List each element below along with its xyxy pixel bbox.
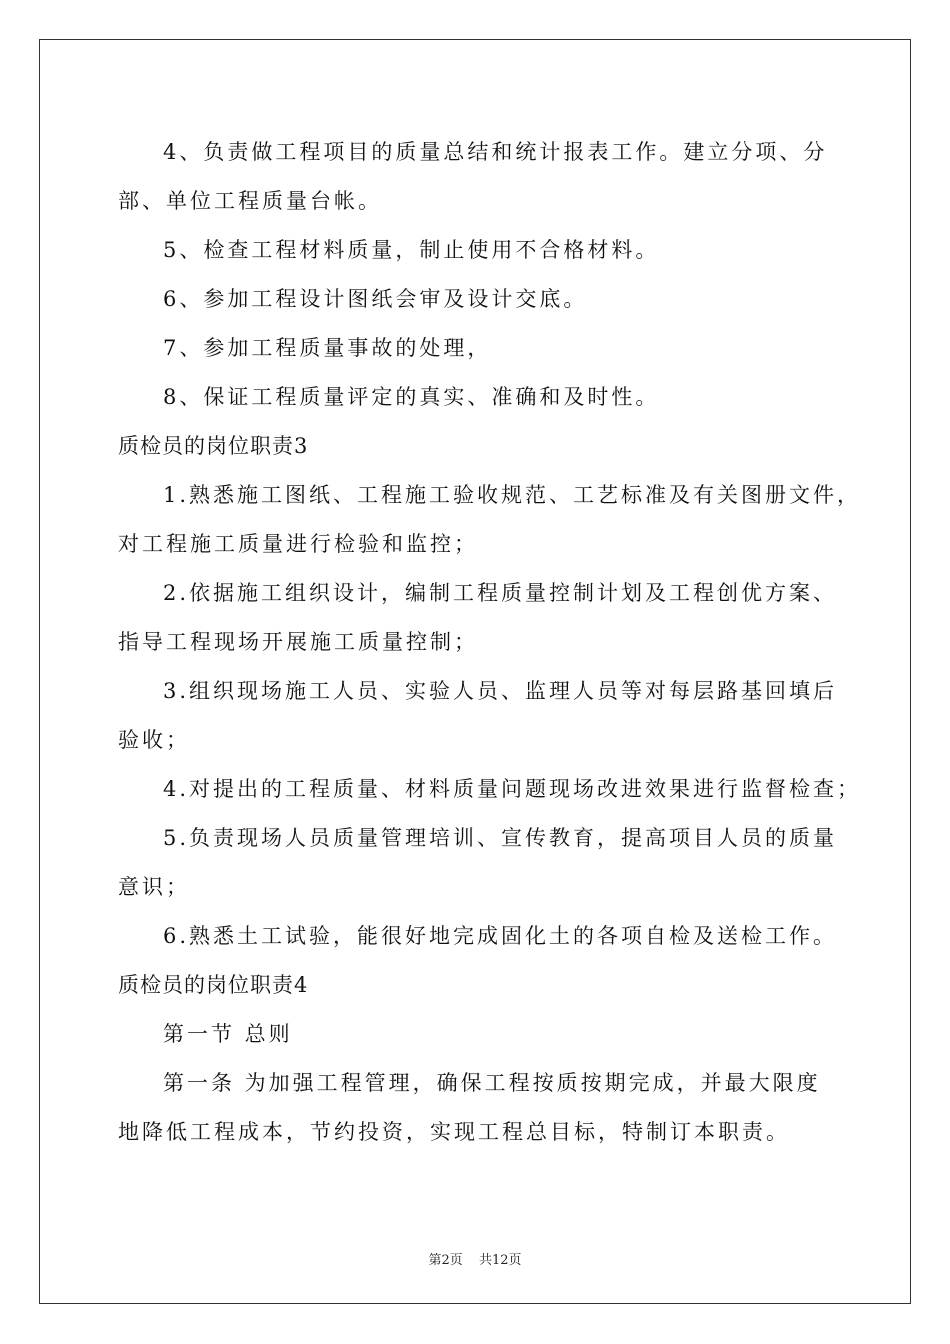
text-line: 第一条 为加强工程管理，确保工程按质按期完成，并最大限度 xyxy=(163,1071,821,1095)
text-line: 4.对提出的工程质量、材料质量问题现场改进效果进行监督检查； xyxy=(163,777,862,801)
text-line: 部、单位工程质量台帐。 xyxy=(118,189,382,213)
page-total: 共12页 xyxy=(478,1253,522,1268)
text-line: 第一节 总则 xyxy=(163,1022,293,1046)
text-line: 指导工程现场开展施工质量控制； xyxy=(118,630,478,654)
text-line: 2.依据施工组织设计，编制工程质量控制计划及工程创优方案、 xyxy=(163,581,838,605)
text-line: 1.熟悉施工图纸、工程施工验收规范、工艺标准及有关图册文件， xyxy=(163,483,862,507)
text-line: 验收； xyxy=(118,728,190,752)
page-footer xyxy=(0,1249,950,1268)
text-line: 5.负责现场人员质量管理培训、宣传教育，提高项目人员的质量 xyxy=(163,826,838,850)
text-line: 6、参加工程设计图纸会审及设计交底。 xyxy=(163,287,588,311)
section-heading: 质检员的岗位职责3 xyxy=(118,434,309,458)
text-line: 地降低工程成本，节约投资，实现工程总目标，特制订本职责。 xyxy=(118,1120,790,1144)
text-line: 3.组织现场施工人员、实验人员、监理人员等对每层路基回填后 xyxy=(163,679,838,703)
text-line: 8、保证工程质量评定的真实、准确和及时性。 xyxy=(163,385,660,409)
document-body xyxy=(118,128,862,1157)
text-line: 意识； xyxy=(118,875,190,899)
section-heading: 质检员的岗位职责4 xyxy=(118,973,309,997)
text-line: 4、负责做工程项目的质量总结和统计报表工作。建立分项、分 xyxy=(163,140,828,164)
text-line: 6.熟悉土工试验，能很好地完成固化土的各项自检及送检工作。 xyxy=(163,924,838,948)
page-number: 第2页 xyxy=(428,1253,463,1268)
text-line: 对工程施工质量进行检验和监控； xyxy=(118,532,478,556)
text-line: 5、检查工程材料质量，制止使用不合格材料。 xyxy=(163,238,660,262)
text-line: 7、参加工程质量事故的处理， xyxy=(163,336,492,360)
